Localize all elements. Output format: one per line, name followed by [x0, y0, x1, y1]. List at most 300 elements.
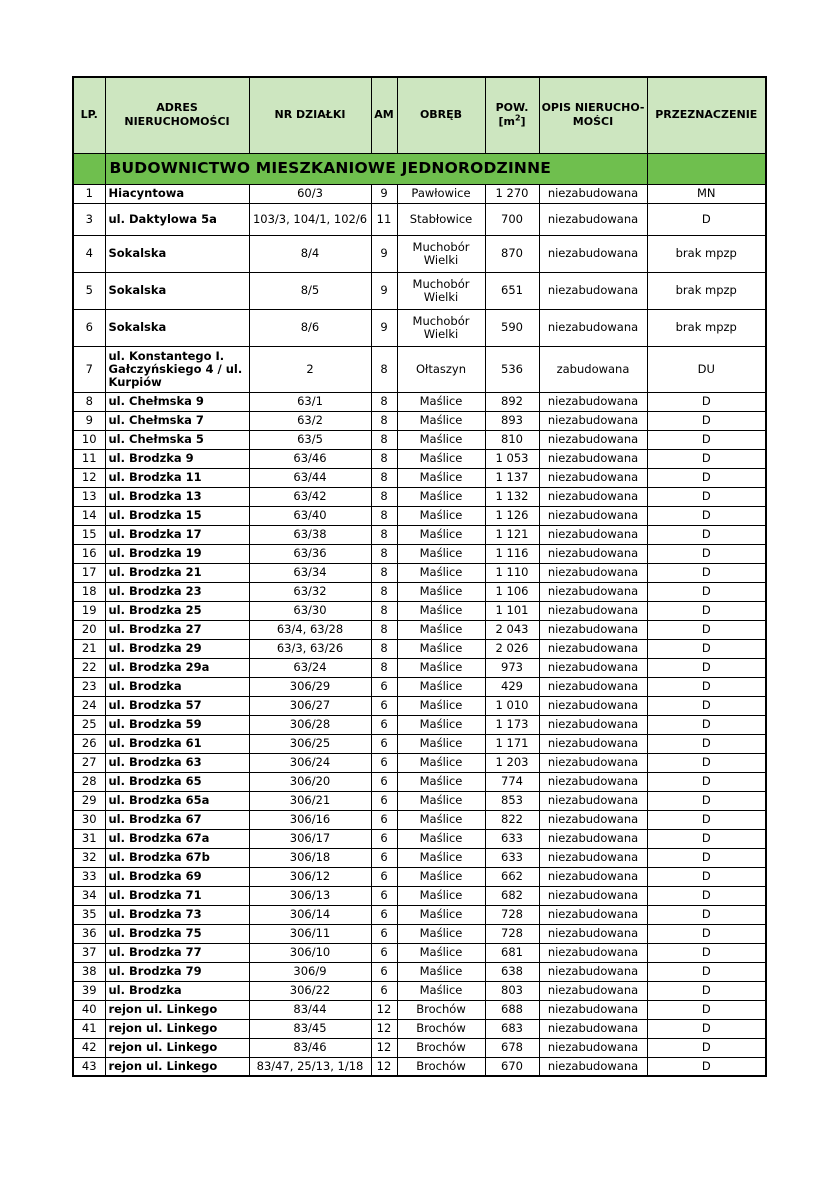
cell-adres: ul. Brodzka 67b	[105, 848, 249, 867]
cell-lp: 10	[73, 430, 105, 449]
cell-obreb: Maślice	[397, 525, 485, 544]
table-row	[73, 962, 766, 981]
cell-obreb: Maślice	[397, 924, 485, 943]
cell-am: 8	[371, 392, 397, 411]
cell-am: 6	[371, 829, 397, 848]
cell-przeznaczenie: D	[647, 924, 766, 943]
cell-obreb: Maślice	[397, 867, 485, 886]
cell-opis: niezabudowana	[539, 468, 647, 487]
cell-lp: 41	[73, 1019, 105, 1038]
cell-obreb: Maślice	[397, 810, 485, 829]
header-pow-unit-open: [m	[498, 115, 515, 129]
cell-am: 9	[371, 272, 397, 309]
cell-adres: rejon ul. Linkego	[105, 1057, 249, 1076]
cell-lp: 25	[73, 715, 105, 734]
cell-nr-dzialki: 63/36	[249, 544, 371, 563]
cell-opis: niezabudowana	[539, 962, 647, 981]
cell-obreb: Brochów	[397, 1038, 485, 1057]
cell-pow: 728	[485, 905, 539, 924]
cell-przeznaczenie: D	[647, 810, 766, 829]
cell-przeznaczenie: D	[647, 658, 766, 677]
cell-obreb: Maślice	[397, 449, 485, 468]
table-row	[73, 506, 766, 525]
cell-opis: niezabudowana	[539, 981, 647, 1000]
table-row	[73, 582, 766, 601]
cell-nr-dzialki: 63/2	[249, 411, 371, 430]
cell-am: 8	[371, 346, 397, 392]
cell-lp: 17	[73, 563, 105, 582]
cell-am: 8	[371, 468, 397, 487]
cell-nr-dzialki: 8/5	[249, 272, 371, 309]
cell-adres: ul. Brodzka 27	[105, 620, 249, 639]
cell-adres: ul. Chełmska 5	[105, 430, 249, 449]
cell-opis: niezabudowana	[539, 1000, 647, 1019]
cell-pow: 973	[485, 658, 539, 677]
cell-opis: niezabudowana	[539, 1019, 647, 1038]
cell-nr-dzialki: 60/3	[249, 184, 371, 203]
cell-opis: niezabudowana	[539, 658, 647, 677]
cell-am: 6	[371, 981, 397, 1000]
cell-obreb: Maślice	[397, 392, 485, 411]
cell-lp: 43	[73, 1057, 105, 1076]
cell-am: 6	[371, 905, 397, 924]
cell-przeznaczenie: D	[647, 734, 766, 753]
cell-adres: ul. Brodzka 15	[105, 506, 249, 525]
table-row	[73, 203, 766, 235]
cell-adres: rejon ul. Linkego	[105, 1000, 249, 1019]
cell-obreb: Maślice	[397, 582, 485, 601]
cell-przeznaczenie: D	[647, 1000, 766, 1019]
cell-lp: 1	[73, 184, 105, 203]
cell-obreb: Maślice	[397, 696, 485, 715]
cell-pow: 853	[485, 791, 539, 810]
cell-am: 8	[371, 582, 397, 601]
cell-lp: 24	[73, 696, 105, 715]
cell-opis: niezabudowana	[539, 886, 647, 905]
table-row	[73, 525, 766, 544]
cell-nr-dzialki: 306/18	[249, 848, 371, 867]
cell-opis: niezabudowana	[539, 753, 647, 772]
cell-opis: niezabudowana	[539, 309, 647, 346]
cell-lp: 21	[73, 639, 105, 658]
cell-nr-dzialki: 63/38	[249, 525, 371, 544]
cell-am: 6	[371, 791, 397, 810]
cell-opis: niezabudowana	[539, 905, 647, 924]
cell-lp: 20	[73, 620, 105, 639]
cell-am: 9	[371, 184, 397, 203]
cell-am: 6	[371, 696, 397, 715]
cell-am: 12	[371, 1038, 397, 1057]
cell-am: 6	[371, 734, 397, 753]
cell-adres: ul. Brodzka 65a	[105, 791, 249, 810]
cell-przeznaczenie: D	[647, 487, 766, 506]
cell-pow: 2 026	[485, 639, 539, 658]
cell-opis: niezabudowana	[539, 943, 647, 962]
cell-am: 6	[371, 848, 397, 867]
cell-przeznaczenie: MN	[647, 184, 766, 203]
cell-am: 8	[371, 411, 397, 430]
cell-nr-dzialki: 83/45	[249, 1019, 371, 1038]
cell-lp: 14	[73, 506, 105, 525]
table-row	[73, 696, 766, 715]
cell-lp: 36	[73, 924, 105, 943]
cell-nr-dzialki: 63/44	[249, 468, 371, 487]
cell-lp: 42	[73, 1038, 105, 1057]
cell-nr-dzialki: 63/4, 63/28	[249, 620, 371, 639]
section-title: BUDOWNICTWO MIESZKANIOWE JEDNORODZINNE	[105, 153, 647, 184]
cell-obreb: Maślice	[397, 506, 485, 525]
cell-lp: 27	[73, 753, 105, 772]
cell-opis: niezabudowana	[539, 272, 647, 309]
cell-obreb: Maślice	[397, 430, 485, 449]
cell-obreb: Maślice	[397, 734, 485, 753]
cell-nr-dzialki: 306/29	[249, 677, 371, 696]
cell-adres: Hiacyntowa	[105, 184, 249, 203]
cell-pow: 728	[485, 924, 539, 943]
cell-nr-dzialki: 306/9	[249, 962, 371, 981]
cell-opis: niezabudowana	[539, 715, 647, 734]
cell-lp: 31	[73, 829, 105, 848]
cell-opis: niezabudowana	[539, 487, 647, 506]
cell-obreb: Maślice	[397, 620, 485, 639]
cell-pow: 822	[485, 810, 539, 829]
header-opis: OPIS NIERUCHO-MOŚCI	[539, 77, 647, 153]
cell-adres: ul. Brodzka 17	[105, 525, 249, 544]
cell-lp: 37	[73, 943, 105, 962]
cell-adres: ul. Konstantego I. Gałczyńskiego 4 / ul. Kurpiów	[105, 346, 249, 392]
cell-lp: 19	[73, 601, 105, 620]
cell-przeznaczenie: D	[647, 829, 766, 848]
cell-przeznaczenie: D	[647, 449, 766, 468]
cell-przeznaczenie: D	[647, 1057, 766, 1076]
cell-lp: 26	[73, 734, 105, 753]
cell-am: 8	[371, 430, 397, 449]
cell-nr-dzialki: 83/47, 25/13, 1/18	[249, 1057, 371, 1076]
cell-przeznaczenie: DU	[647, 346, 766, 392]
cell-adres: ul. Daktylowa 5a	[105, 203, 249, 235]
cell-lp: 32	[73, 848, 105, 867]
cell-lp: 3	[73, 203, 105, 235]
cell-lp: 5	[73, 272, 105, 309]
cell-nr-dzialki: 63/30	[249, 601, 371, 620]
cell-pow: 1 121	[485, 525, 539, 544]
cell-lp: 33	[73, 867, 105, 886]
cell-obreb: Maślice	[397, 848, 485, 867]
cell-przeznaczenie: D	[647, 905, 766, 924]
cell-opis: niezabudowana	[539, 810, 647, 829]
table-row	[73, 886, 766, 905]
cell-am: 6	[371, 772, 397, 791]
cell-przeznaczenie: D	[647, 772, 766, 791]
header-lp: LP.	[73, 77, 105, 153]
cell-pow: 893	[485, 411, 539, 430]
cell-przeznaczenie: D	[647, 392, 766, 411]
cell-obreb: Pawłowice	[397, 184, 485, 203]
cell-nr-dzialki: 306/27	[249, 696, 371, 715]
cell-nr-dzialki: 103/3, 104/1, 102/6	[249, 203, 371, 235]
cell-nr-dzialki: 306/17	[249, 829, 371, 848]
cell-nr-dzialki: 63/32	[249, 582, 371, 601]
cell-opis: niezabudowana	[539, 829, 647, 848]
table-row	[73, 867, 766, 886]
cell-opis: niezabudowana	[539, 1038, 647, 1057]
cell-przeznaczenie: D	[647, 601, 766, 620]
cell-przeznaczenie: D	[647, 544, 766, 563]
cell-adres: ul. Brodzka 13	[105, 487, 249, 506]
cell-adres: ul. Brodzka	[105, 981, 249, 1000]
cell-adres: ul. Chełmska 7	[105, 411, 249, 430]
cell-adres: rejon ul. Linkego	[105, 1019, 249, 1038]
cell-opis: niezabudowana	[539, 601, 647, 620]
cell-pow: 683	[485, 1019, 539, 1038]
cell-pow: 1 171	[485, 734, 539, 753]
table-row	[73, 392, 766, 411]
cell-opis: niezabudowana	[539, 696, 647, 715]
table-row	[73, 184, 766, 203]
cell-obreb: Maślice	[397, 658, 485, 677]
cell-przeznaczenie: D	[647, 525, 766, 544]
cell-adres: ul. Brodzka 63	[105, 753, 249, 772]
cell-nr-dzialki: 306/12	[249, 867, 371, 886]
cell-am: 6	[371, 867, 397, 886]
cell-obreb: Brochów	[397, 1057, 485, 1076]
cell-lp: 6	[73, 309, 105, 346]
cell-lp: 39	[73, 981, 105, 1000]
table-row	[73, 1019, 766, 1038]
cell-obreb: Maślice	[397, 468, 485, 487]
cell-adres: ul. Brodzka 19	[105, 544, 249, 563]
cell-pow: 1 110	[485, 563, 539, 582]
cell-nr-dzialki: 83/44	[249, 1000, 371, 1019]
cell-obreb: Maślice	[397, 563, 485, 582]
table-row	[73, 620, 766, 639]
cell-pow: 688	[485, 1000, 539, 1019]
table-row	[73, 848, 766, 867]
table-body	[73, 153, 766, 1076]
header-am: AM	[371, 77, 397, 153]
cell-lp: 40	[73, 1000, 105, 1019]
cell-lp: 13	[73, 487, 105, 506]
cell-opis: niezabudowana	[539, 563, 647, 582]
cell-przeznaczenie: D	[647, 848, 766, 867]
cell-am: 12	[371, 1000, 397, 1019]
table-row	[73, 544, 766, 563]
cell-nr-dzialki: 63/5	[249, 430, 371, 449]
cell-lp: 29	[73, 791, 105, 810]
cell-nr-dzialki: 63/34	[249, 563, 371, 582]
cell-obreb: Muchobór Wielki	[397, 235, 485, 272]
cell-pow: 700	[485, 203, 539, 235]
cell-przeznaczenie: D	[647, 677, 766, 696]
table-row	[73, 734, 766, 753]
cell-nr-dzialki: 306/10	[249, 943, 371, 962]
cell-am: 8	[371, 639, 397, 658]
table-row	[73, 411, 766, 430]
header-pow-unit-close: ]	[520, 115, 526, 129]
cell-opis: niezabudowana	[539, 1057, 647, 1076]
cell-pow: 1 106	[485, 582, 539, 601]
cell-obreb: Maślice	[397, 544, 485, 563]
cell-adres: ul. Brodzka 29	[105, 639, 249, 658]
cell-am: 8	[371, 601, 397, 620]
cell-przeznaczenie: D	[647, 639, 766, 658]
table-row	[73, 981, 766, 1000]
table-row	[73, 487, 766, 506]
cell-lp: 23	[73, 677, 105, 696]
table-row	[73, 430, 766, 449]
cell-opis: niezabudowana	[539, 772, 647, 791]
cell-opis: niezabudowana	[539, 506, 647, 525]
cell-nr-dzialki: 306/22	[249, 981, 371, 1000]
cell-adres: ul. Brodzka 9	[105, 449, 249, 468]
cell-lp: 38	[73, 962, 105, 981]
cell-lp: 12	[73, 468, 105, 487]
cell-am: 8	[371, 487, 397, 506]
cell-am: 9	[371, 235, 397, 272]
cell-obreb: Brochów	[397, 1019, 485, 1038]
cell-nr-dzialki: 63/1	[249, 392, 371, 411]
cell-przeznaczenie: D	[647, 506, 766, 525]
cell-nr-dzialki: 306/25	[249, 734, 371, 753]
cell-adres: ul. Brodzka 75	[105, 924, 249, 943]
cell-am: 8	[371, 449, 397, 468]
cell-pow: 682	[485, 886, 539, 905]
cell-przeznaczenie: brak mpzp	[647, 272, 766, 309]
property-table	[72, 76, 767, 1077]
section-spacer	[73, 153, 105, 184]
cell-nr-dzialki: 63/40	[249, 506, 371, 525]
cell-pow: 1 137	[485, 468, 539, 487]
cell-lp: 7	[73, 346, 105, 392]
header-nr-dzialki: NR DZIAŁKI	[249, 77, 371, 153]
cell-lp: 16	[73, 544, 105, 563]
cell-przeznaczenie: D	[647, 1038, 766, 1057]
cell-am: 6	[371, 677, 397, 696]
cell-lp: 9	[73, 411, 105, 430]
table-row	[73, 449, 766, 468]
cell-am: 6	[371, 810, 397, 829]
cell-nr-dzialki: 306/21	[249, 791, 371, 810]
cell-opis: niezabudowana	[539, 848, 647, 867]
cell-lp: 28	[73, 772, 105, 791]
table-row	[73, 791, 766, 810]
cell-pow: 2 043	[485, 620, 539, 639]
cell-adres: ul. Brodzka 67	[105, 810, 249, 829]
cell-adres: ul. Brodzka 65	[105, 772, 249, 791]
cell-opis: niezabudowana	[539, 734, 647, 753]
table-row	[73, 468, 766, 487]
table-row	[73, 272, 766, 309]
cell-obreb: Maślice	[397, 411, 485, 430]
cell-pow: 633	[485, 848, 539, 867]
cell-pow: 638	[485, 962, 539, 981]
cell-am: 8	[371, 620, 397, 639]
cell-opis: niezabudowana	[539, 392, 647, 411]
cell-przeznaczenie: D	[647, 468, 766, 487]
cell-opis: niezabudowana	[539, 620, 647, 639]
cell-adres: ul. Brodzka 71	[105, 886, 249, 905]
cell-przeznaczenie: D	[647, 696, 766, 715]
cell-adres: ul. Brodzka 11	[105, 468, 249, 487]
cell-pow: 651	[485, 272, 539, 309]
cell-przeznaczenie: D	[647, 962, 766, 981]
cell-obreb: Maślice	[397, 753, 485, 772]
table-row	[73, 235, 766, 272]
cell-przeznaczenie: D	[647, 753, 766, 772]
cell-adres: Sokalska	[105, 309, 249, 346]
table-row	[73, 658, 766, 677]
cell-opis: niezabudowana	[539, 430, 647, 449]
header-pow	[485, 77, 539, 153]
cell-nr-dzialki: 306/24	[249, 753, 371, 772]
cell-pow: 681	[485, 943, 539, 962]
cell-pow: 1 010	[485, 696, 539, 715]
cell-opis: niezabudowana	[539, 525, 647, 544]
cell-nr-dzialki: 306/14	[249, 905, 371, 924]
cell-obreb: Maślice	[397, 791, 485, 810]
cell-am: 8	[371, 658, 397, 677]
header-obreb: OBRĘB	[397, 77, 485, 153]
cell-opis: niezabudowana	[539, 449, 647, 468]
cell-opis: zabudowana	[539, 346, 647, 392]
table-row	[73, 346, 766, 392]
cell-obreb: Maślice	[397, 943, 485, 962]
cell-pow: 678	[485, 1038, 539, 1057]
cell-przeznaczenie: D	[647, 582, 766, 601]
cell-obreb: Maślice	[397, 886, 485, 905]
cell-przeznaczenie: D	[647, 943, 766, 962]
cell-obreb: Muchobór Wielki	[397, 272, 485, 309]
cell-adres: ul. Brodzka	[105, 677, 249, 696]
cell-opis: niezabudowana	[539, 677, 647, 696]
cell-przeznaczenie: brak mpzp	[647, 309, 766, 346]
cell-adres: Sokalska	[105, 272, 249, 309]
cell-obreb: Maślice	[397, 601, 485, 620]
cell-nr-dzialki: 306/11	[249, 924, 371, 943]
cell-nr-dzialki: 63/24	[249, 658, 371, 677]
header-row	[73, 77, 766, 153]
cell-obreb: Maślice	[397, 829, 485, 848]
table-row	[73, 810, 766, 829]
cell-przeznaczenie: D	[647, 886, 766, 905]
cell-przeznaczenie: D	[647, 1019, 766, 1038]
cell-nr-dzialki: 306/20	[249, 772, 371, 791]
cell-adres: ul. Brodzka 67a	[105, 829, 249, 848]
cell-przeznaczenie: D	[647, 715, 766, 734]
cell-obreb: Brochów	[397, 1000, 485, 1019]
cell-przeznaczenie: D	[647, 203, 766, 235]
cell-obreb: Maślice	[397, 962, 485, 981]
cell-pow: 1 116	[485, 544, 539, 563]
cell-adres: ul. Brodzka 59	[105, 715, 249, 734]
cell-am: 8	[371, 525, 397, 544]
cell-obreb: Maślice	[397, 905, 485, 924]
cell-am: 6	[371, 753, 397, 772]
header-pow-unit-sup: 2	[514, 113, 521, 123]
cell-obreb: Maślice	[397, 677, 485, 696]
cell-opis: niezabudowana	[539, 582, 647, 601]
cell-pow: 1 132	[485, 487, 539, 506]
table-row	[73, 639, 766, 658]
cell-obreb: Muchobór Wielki	[397, 309, 485, 346]
table-row	[73, 772, 766, 791]
table-row	[73, 905, 766, 924]
cell-opis: niezabudowana	[539, 924, 647, 943]
cell-am: 6	[371, 943, 397, 962]
cell-opis: niezabudowana	[539, 203, 647, 235]
cell-lp: 4	[73, 235, 105, 272]
cell-pow: 870	[485, 235, 539, 272]
